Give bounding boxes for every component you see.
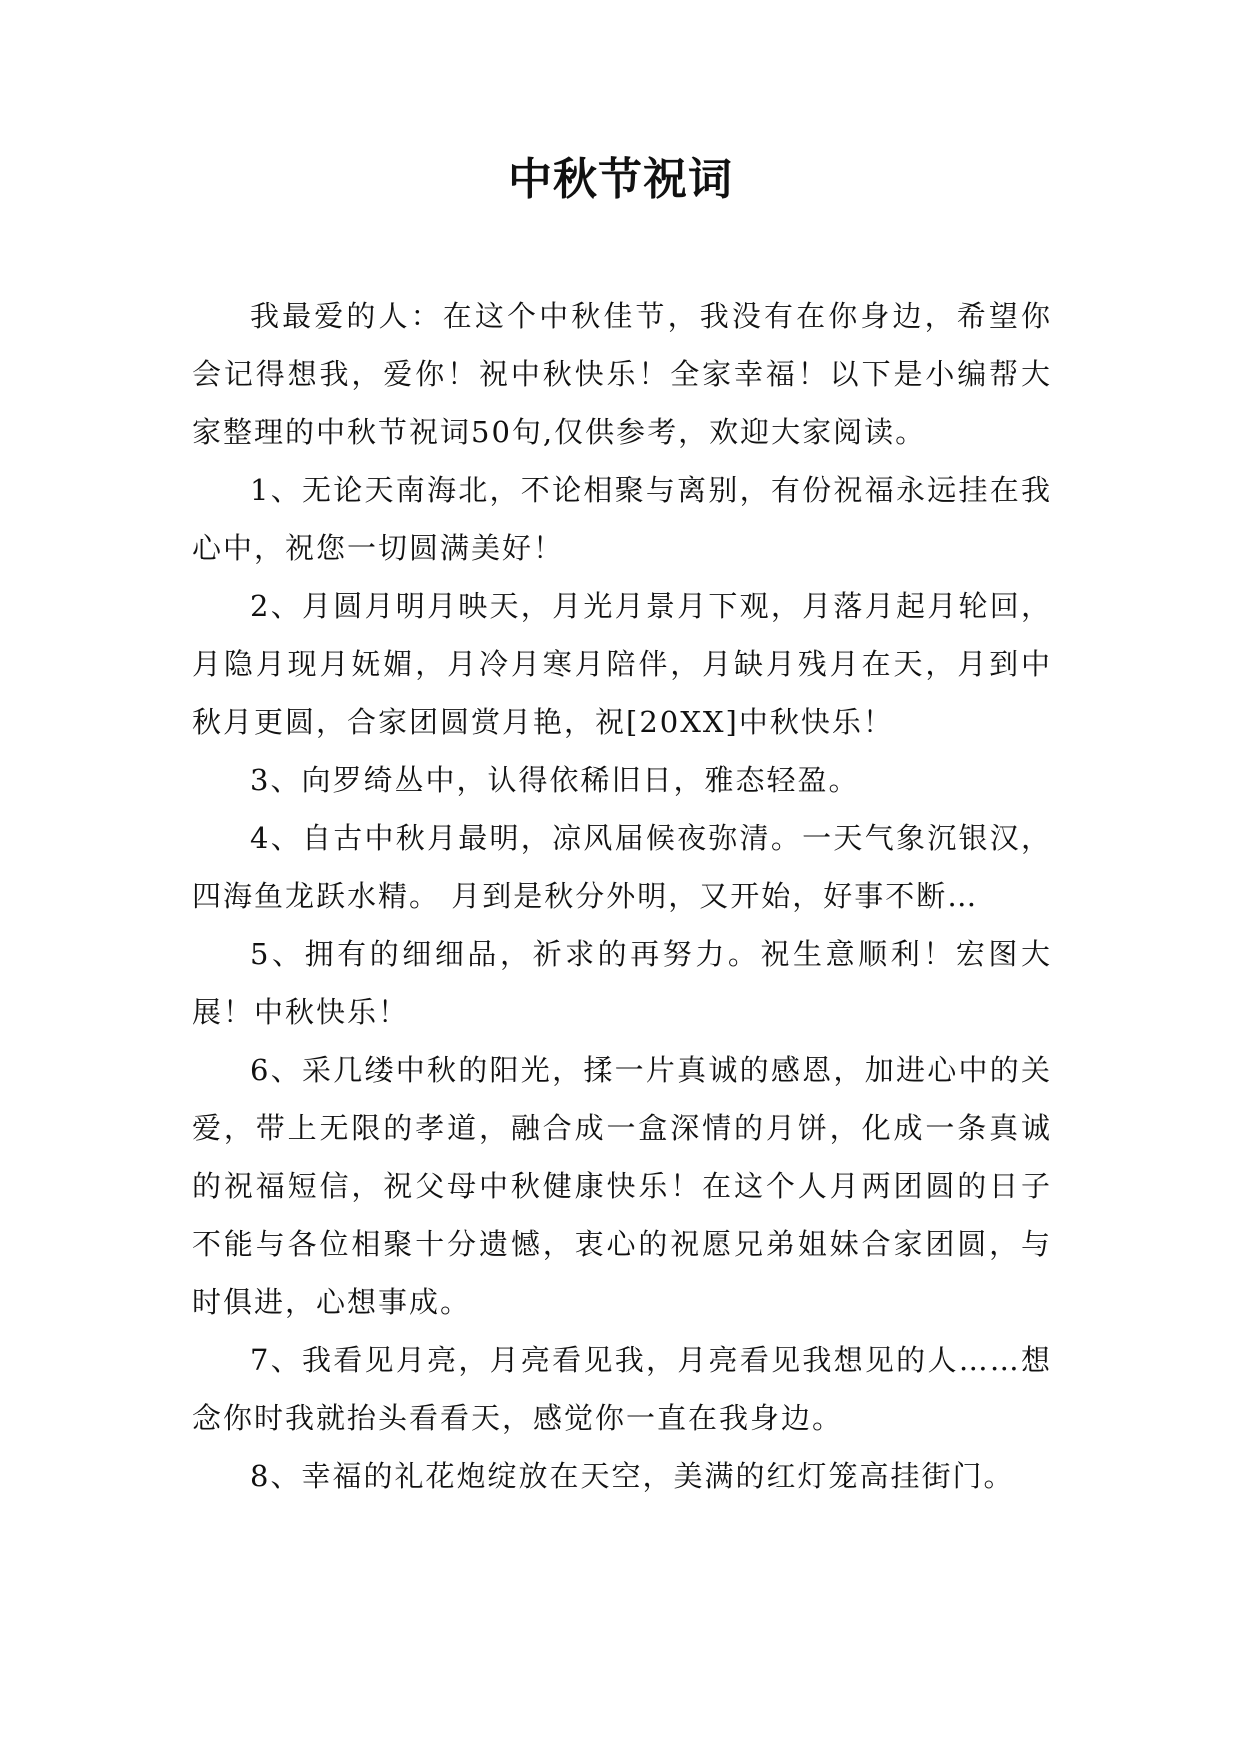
intro-paragraph: 我最爱的人：在这个中秋佳节，我没有在你身边，希望你会记得想我，爱你！祝中秋快乐！全家幸福！以下是小编帮大家整理的中秋节祝词50句,仅供参考，欢迎大家阅读。 xyxy=(192,299,1052,449)
document-body xyxy=(192,287,1052,1505)
greeting-item-4: 4、自古中秋月最明，凉风届候夜弥清。一天气象沉银汉，四海鱼龙跃水精。 月到是秋分外明，又开始，好事不断… xyxy=(192,821,1052,913)
greeting-item-8: 8、幸福的礼花炮绽放在天空，美满的红灯笼高挂街门。 xyxy=(250,1459,1015,1493)
greeting-item-3: 3、向罗绮丛中，认得依稀旧日，雅态轻盈。 xyxy=(250,763,860,797)
greeting-item-2: 2、月圆月明月映天，月光月景月下观，月落月起月轮回，月隐月现月妩媚，月冷月寒月陪伴，月缺月残月在天，月到中秋月更圆，合家团圆赏月艳，祝[20XX]中秋快乐！ xyxy=(192,589,1052,739)
greeting-item-1: 1、无论天南海北，不论相聚与离别，有份祝福永远挂在我心中，祝您一切圆满美好！ xyxy=(192,473,1052,565)
greeting-item-5: 5、拥有的细细品，祈求的再努力。祝生意顺利！宏图大展！中秋快乐！ xyxy=(192,937,1052,1029)
greeting-item-6: 6、采几缕中秋的阳光，揉一片真诚的感恩，加进心中的关爱，带上无限的孝道，融合成一盒深情的月饼，化成一条真诚的祝福短信，祝父母中秋健康快乐！在这个人月两团圆的日子不能与各位相聚十分遗憾，衷心的祝愿兄弟姐妹合家团圆，与时俱进，心想事成。 xyxy=(192,1053,1052,1319)
greeting-item-7: 7、我看见月亮，月亮看见我，月亮看见我想见的人……想念你时我就抬头看看天，感觉你一直在我身边。 xyxy=(192,1343,1052,1435)
document-title: 中秋节祝词 xyxy=(508,154,733,205)
